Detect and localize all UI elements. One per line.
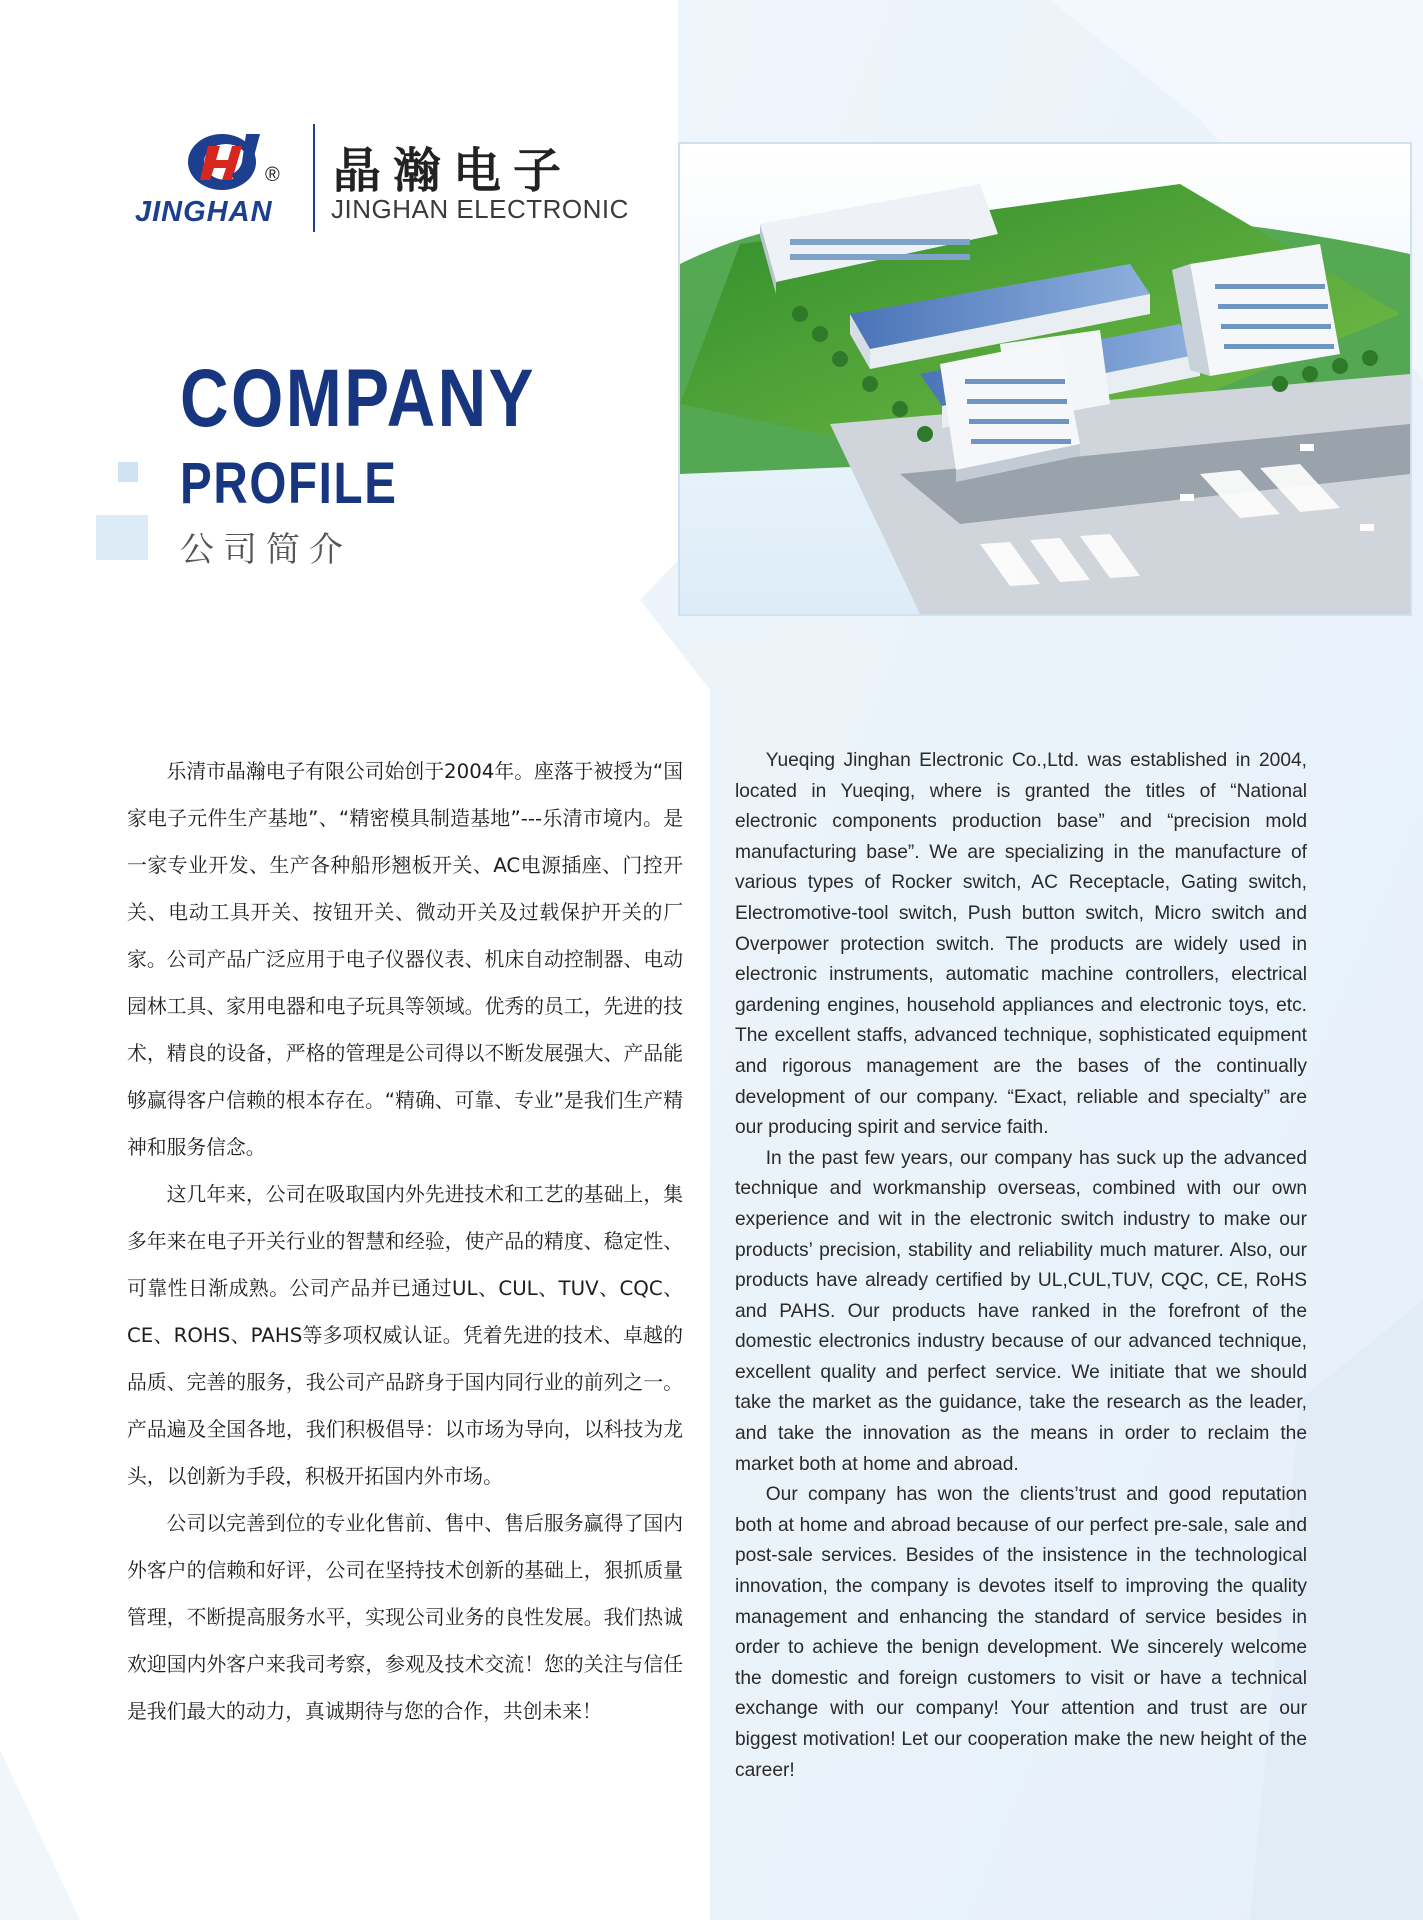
english-body-text <box>735 746 1307 1786</box>
logo-wordmark: JINGHAN <box>135 196 273 228</box>
english-paragraph: Our company has won the clients’trust and good reputation both at home and abroad because of our perfect pre-sale, sale and post-sale services. Besides of the insistence in the technological innovation, the company is devotes itself to improving the quality management and enhancing the standard of service besides in order to achieve the benign development. We sincerely welcome the domestic and foreign customers to visit or have a technical exchange with our company! Your attention and trust are our biggest motivation! Let our cooperation make the new height of the career! <box>735 1484 1307 1781</box>
chinese-paragraph: 这几年来，公司在吸取国内外先进技术和工艺的基础上，集多年来在电子开关行业的智慧和经验，使产品的精度、稳定性、可靠性日渐成熟。公司产品并已通过UL、CUL、TUV、CQC、CE、ROHS、PAHS等多项权威认证。凭着先进的技术、卓越的品质、完善的服务，我公司产品跻身于国内同行业的前列之一。产品遍及全国各地，我们积极倡导：以市场为导向，以科技为龙头，以创新为手段，积极开拓国内外市场。 <box>127 1183 683 1488</box>
decor-square <box>118 462 138 482</box>
chinese-paragraph: 乐清市晶瀚电子有限公司始创于2004年。座落于被授为“国家电子元件生产基地”、“精密模具制造基地”---乐清市境内。是一家专业开发、生产各种船形翘板开关、AC电源插座、门控开关、电动工具开关、按钮开关、微动开关及过载保护开关的厂家。公司产品广泛应用于电子仪器仪表、机床自动控制器、电动园林工具、家用电器和电子玩具等领域。优秀的员工，先进的技术，精良的设备，严格的管理是公司得以不断发展强大、产品能够赢得客户信赖的根本存在。“精确、可靠、专业”是我们生产精神和服务信念。 <box>127 760 683 1159</box>
factory-aerial-photo <box>678 142 1412 616</box>
registered-mark: ® <box>265 164 280 186</box>
chinese-body-text <box>127 748 683 1735</box>
english-paragraph: Yueqing Jinghan Electronic Co.,Ltd. was established in 2004, located in Yueqing, where is granted the titles of “National electronic components production base” and “precision mold manufacturing base”. We are specializing in the manufacture of various types of Rocker switch, AC Receptacle, Gating switch, Electromotive-tool switch, Push button switch, Micro switch and Overpower protection switch. The products are widely used in electronic instruments, automatic machine controllers, electrical gardening engines, household appliances and electronic toys, etc. The excellent staffs, advanced technique, sophisticated equipment and rigorous management are the bases of the continually development of our company. “Exact, reliable and specialty” are our producing spirit and service faith. <box>735 750 1307 1139</box>
factory-aerial-image <box>680 144 1410 614</box>
page-subtitle: PROFILE <box>180 451 398 516</box>
brand-divider <box>313 124 315 232</box>
brand-chinese-name: 晶瀚电子 <box>333 143 574 199</box>
chinese-paragraph: 公司以完善到位的专业化售前、售中、售后服务赢得了国内外客户的信赖和好评，公司在坚持技术创新的基础上，狠抓质量管理，不断提高服务水平，实现公司业务的良性发展。我们热诚欢迎国内外客户来我司考察，参观及技术交流！您的关注与信任是我们最大的动力，真诚期待与您的合作，共创未来！ <box>127 1512 683 1723</box>
brand-english-name: JINGHAN ELECTRONIC <box>331 194 629 224</box>
jinghan-logo-icon <box>180 124 270 196</box>
english-paragraph: In the past few years, our company has suck up the advanced technique and workmanship overseas, combined with our own experience and wit in the electronic switch industry to make our products’ precision, stability and reliability much maturer. Also, our products have already certified by UL,CUL,TUV, CQC, CE, RoHS and PAHS. Our products have ranked in the forefront of the domestic electronics industry because of our advanced technique, excellent quality and perfect service. We initiate that we should take the market as the guidance, take the research as the leader, and take the innovation as the means in order to reclaim the market both at home and abroad. <box>735 1147 1307 1475</box>
brand-header <box>135 124 629 234</box>
decor-square <box>96 515 148 560</box>
page-title: COMPANY <box>180 353 536 444</box>
page-title-chinese: 公司简介 <box>180 530 352 570</box>
